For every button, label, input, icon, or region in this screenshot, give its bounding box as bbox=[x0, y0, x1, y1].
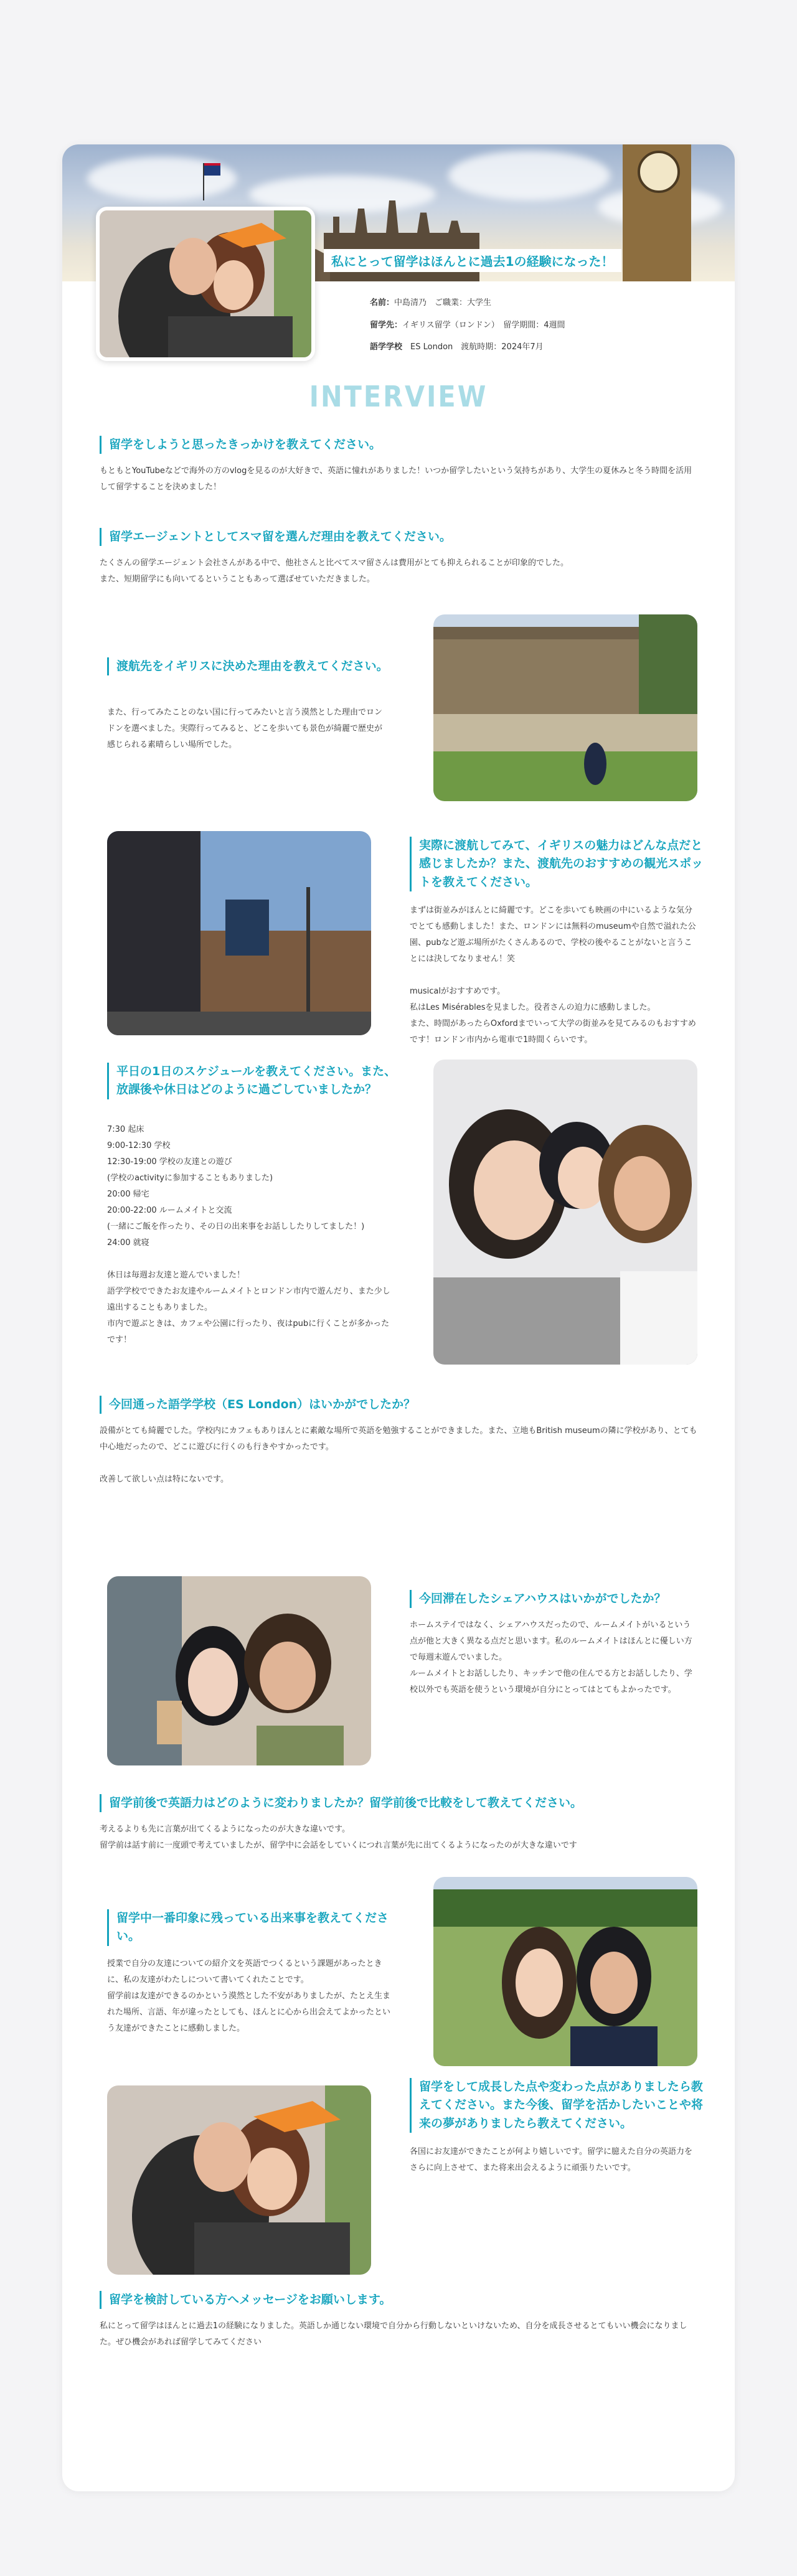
interview-card bbox=[62, 144, 735, 2491]
graduation-hug-photo bbox=[107, 2085, 371, 2275]
question-heading: 今回滞在したシェアハウスはいかがでしたか？ bbox=[410, 1590, 707, 1608]
answer-text: 考えるよりも先に言葉が出てくるようになったのが大きな違いです。 留学前は話す前に一度頭で考えていましたが、留学中に会話をしていくにつれ言葉が先に出てくるようになったのが大きな違いです bbox=[100, 1825, 577, 1850]
answer-text: 私にとって留学はほんとに過去1の経験になりました。英語しか通じない環境で自分から行動しないといけないため、自分を成長させるとてもいい機会になりました。ぜひ機会があれば留学してみてください bbox=[100, 2321, 687, 2347]
group-selfie-photo bbox=[433, 1060, 697, 1365]
question-heading: 留学前後で英語力はどのように変わりましたか？留学前後で比較をして教えてください。 bbox=[100, 1794, 707, 1812]
question-heading: 平日の1日のスケジュールを教えてください。また、放課後や休日はどのように過ごしていましたか？ bbox=[107, 1063, 404, 1099]
meta-key: 語学学校 bbox=[370, 342, 403, 352]
question-heading: 渡航先をイギリスに決めた理由を教えてください。 bbox=[107, 657, 397, 675]
question-heading: 留学エージェントとしてスマ留を選んだ理由を教えてください。 bbox=[100, 528, 707, 546]
answer-text: 授業で自分の友達についての紹介文を英語でつくるという課題があったときに、私の友達がわたしについて書いてくれたことです。 留学前は友達ができるのかという漠然とした不安がありましたが、たとえ生まれた場所、言語、年が違ったとしても、ほんとに心から出会えてよかったという友達ができたことに感動しました。 bbox=[107, 1959, 391, 2033]
park-friends-photo bbox=[433, 1877, 697, 2066]
meta-key: 留学先： bbox=[370, 321, 403, 330]
meta-value: 中島清乃 ご職業：大学生 bbox=[394, 298, 492, 308]
interview-heading: INTERVIEW bbox=[309, 380, 488, 413]
meta-value: ES London 渡航時期：2024年7月 bbox=[410, 342, 544, 352]
question-heading: 留学中一番印象に残っている出来事を教えてください。 bbox=[107, 1909, 404, 1946]
meta-school-line bbox=[370, 340, 544, 352]
meta-key: 名前： bbox=[370, 298, 395, 308]
answer-text: もともとYouTubeなどで海外の方のvlogを見るのが大好きで、英語に憧れがありました！いつか留学したいという気持ちがあり、大学生の夏休みと冬う時間を活用して留学することを決めました！ bbox=[100, 466, 692, 492]
answer-text: 各国にお友達ができたことが何より嬉しいです。留学に臆えた自分の英語力をさらに向上させて、また将来出会えるように頑張りたいです。 bbox=[410, 2147, 692, 2173]
oxford-college-lawn-photo bbox=[433, 614, 697, 801]
question-heading: 留学を検討している方へメッセージをお願いします。 bbox=[100, 2291, 707, 2309]
answer-text: ホームステイではなく、シェアハウスだったので、ルームメイトがいるという点が他と大きく異なる点だと思います。私のルームメイトはほんとに優しい方で毎週末遊んでいました。 ルームメイトとお話ししたり、キッチンで他の住んでる方とお話ししたり、学校以外でも英語を使うという環境が自分にとってはとてもよかったです。 bbox=[410, 1620, 692, 1695]
hero-title: 私にとって留学はほんとに過去1の経験になった！ bbox=[324, 249, 621, 272]
london-street-theatre-photo bbox=[107, 831, 371, 1035]
meta-destination-line bbox=[370, 318, 565, 330]
question-heading: 実際に渡航してみて、イギリスの魅力はどんな点だと感じましたか？また、渡航先のおすすめの観光スポットを教えてください。 bbox=[410, 837, 707, 891]
question-heading: 今回通った語学学校（ES London）はいかがでしたか？ bbox=[100, 1396, 707, 1414]
answer-text: 設備がとても綺麗でした。学校内にカフェもありほんとに素敵な場所で英語を勉強することができました。また、立地もBritish museumの隣に学校があり、とても中心地だったので、どこに遊びに行くのも行きやすかったです。 改善して欲しい点は特にないです。 bbox=[100, 1426, 697, 1484]
graduation-hug-photo bbox=[96, 207, 315, 361]
cafe-friends-photo bbox=[107, 1576, 371, 1765]
meta-value: イギリス留学（ロンドン） 留学期間：4週間 bbox=[402, 321, 565, 330]
answer-text: また、行ってみたことのない国に行ってみたいと言う漠然とした理由でロンドンを選べました。実際行ってみると、どこを歩いても景色が綺麗で歴史が感じられる素晴らしい場所でした。 bbox=[107, 708, 383, 750]
question-heading: 留学をして成長した点や変わった点がありましたら教えてください。また今後、留学を活かしたいことや将来の夢がありましたら教えてください。 bbox=[410, 2078, 707, 2133]
meta-name-line bbox=[370, 296, 491, 308]
question-heading: 留学をしようと思ったきっかけを教えてください。 bbox=[100, 436, 707, 454]
answer-text: たくさんの留学エージェント会社さんがある中で、他社さんと比べてスマ留さんは費用がとても抑えられることが印象的でした。 また、短期留学にも向いてるということもあって選ばせていただきました。 bbox=[100, 558, 568, 584]
answer-text: 7:30 起床 9:00-12:30 学校 12:30-19:00 学校の友達との遊び (学校のactivityに参加することもありました) 20:00 帰宅 20:00-22:00 ルームメイトと交流 (一緒にご飯を作ったり、その日の出来事をお話ししたりしてました！) 24:00 就寝 休日は毎週お友達と遊んでいました！ 語学学校でできたお友達やルームメイトとロンドン市内で遊んだり、また少し遠出することもありました。 市内で遊ぶときは、カフェや公園に行ったり、夜はpubに行くことが多かったです！ bbox=[107, 1125, 390, 1345]
answer-text: まずは街並みがほんとに綺麗です。どこを歩いても映画の中にいるような気分でとても感動しました！また、ロンドンには無料のmuseumや自然で溢れた公園、pubなど遊ぶ場所がたくさんあるので、学校の後やることがないと言うことには決してなりません！笑 musicalがおすすめです。 私はLes Misérablesを見ました。役者さんの迫力に感動しました。 また、時間があったらOxfordまでいって大学の街並みを見てみるのもおすすめです！ロンドン市内から電車で1時間くらいです。 bbox=[410, 906, 696, 1045]
